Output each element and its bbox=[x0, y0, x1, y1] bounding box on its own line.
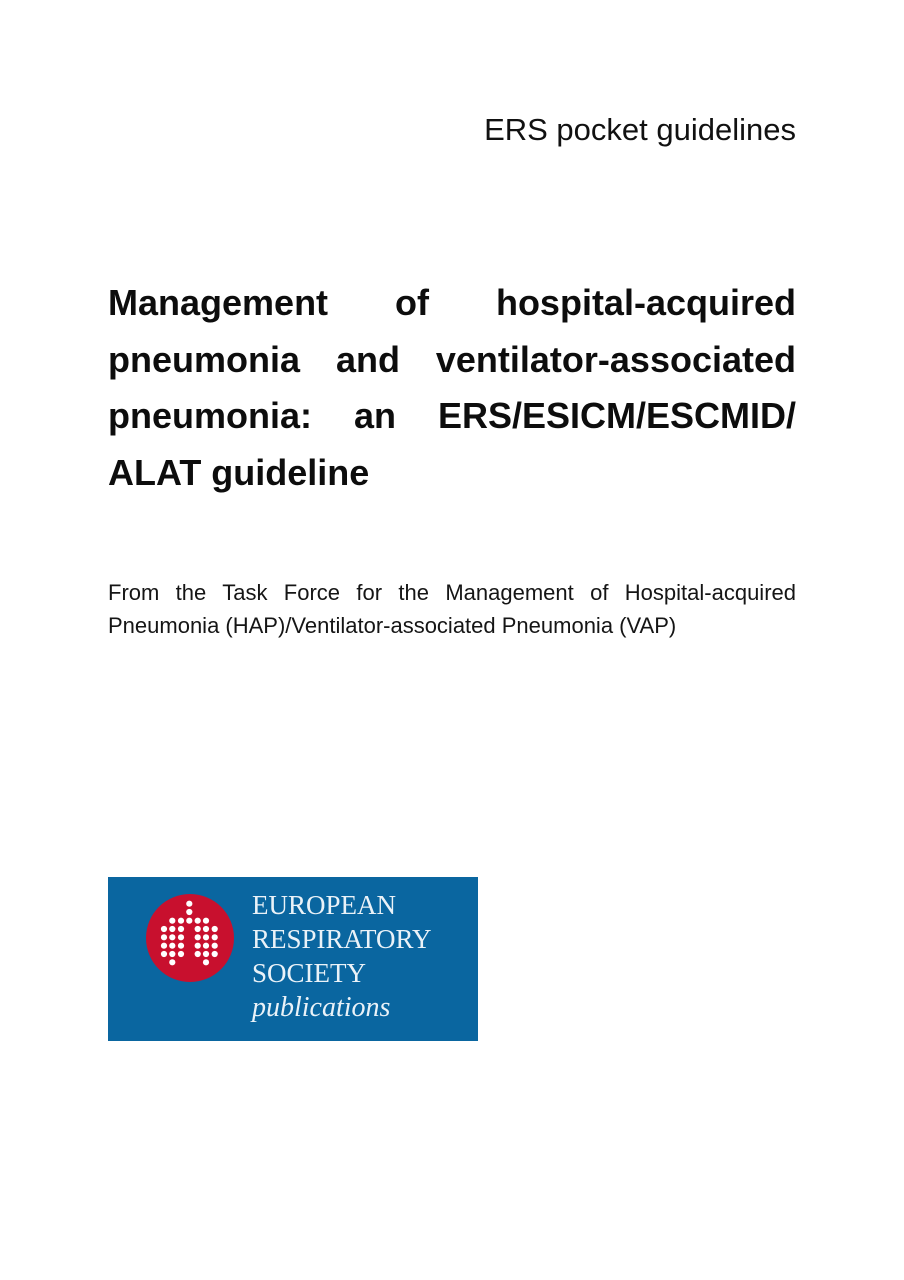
logo-dot bbox=[195, 951, 201, 957]
logo-dot bbox=[212, 926, 218, 932]
logo-dot bbox=[169, 934, 175, 940]
lungs-dot-icon bbox=[146, 894, 234, 982]
logo-dot bbox=[212, 951, 218, 957]
logo-circle bbox=[146, 894, 234, 982]
logo-dot bbox=[169, 959, 175, 965]
logo-dot bbox=[195, 943, 201, 949]
logo-dot bbox=[169, 926, 175, 932]
logo-dot bbox=[178, 934, 184, 940]
title-line: ALAT guideline bbox=[108, 451, 370, 493]
subtitle-line: From the Task Force for the Management of Hospital-acquired bbox=[108, 580, 796, 605]
logo-wordmark bbox=[252, 888, 432, 1026]
document-subtitle bbox=[108, 578, 796, 644]
logo-dot bbox=[203, 918, 209, 924]
logo-dot bbox=[212, 934, 218, 940]
logo-line-society: SOCIETY bbox=[252, 958, 366, 988]
logo-dot bbox=[203, 951, 209, 957]
logo-dot bbox=[203, 934, 209, 940]
series-label: ERS pocket guidelines bbox=[484, 112, 796, 147]
title-line: pneumonia and ventilator-associated bbox=[108, 338, 796, 380]
logo-dot bbox=[178, 951, 184, 957]
logo-dot bbox=[203, 926, 209, 932]
logo-dot bbox=[169, 918, 175, 924]
logo-dot bbox=[212, 943, 218, 949]
logo-dot bbox=[195, 934, 201, 940]
logo-dot bbox=[178, 926, 184, 932]
logo-dot bbox=[161, 926, 167, 932]
logo-dot bbox=[203, 943, 209, 949]
logo-dot bbox=[169, 951, 175, 957]
ers-publications-logo bbox=[108, 877, 478, 1041]
logo-dot bbox=[161, 951, 167, 957]
logo-dot bbox=[186, 909, 192, 915]
subtitle-line: Pneumonia (HAP)/Ventilator-associated Pneumonia (VAP) bbox=[108, 613, 677, 638]
logo-dot bbox=[195, 918, 201, 924]
logo-line-publications: publications bbox=[252, 992, 391, 1023]
logo-dot bbox=[203, 959, 209, 965]
logo-dot bbox=[195, 926, 201, 932]
logo-dot bbox=[178, 918, 184, 924]
logo-dot bbox=[186, 918, 192, 924]
logo-dot bbox=[169, 943, 175, 949]
logo-dot bbox=[161, 943, 167, 949]
logo-line-european: EUROPEAN bbox=[252, 890, 397, 920]
title-line: pneumonia: an ERS/ESICM/ESCMID/ bbox=[108, 395, 796, 436]
title-line: Management of hospital-acquired bbox=[108, 282, 796, 323]
logo-dot bbox=[186, 901, 192, 907]
document-title bbox=[108, 278, 796, 504]
logo-dot bbox=[178, 943, 184, 949]
logo-line-respiratory: RESPIRATORY bbox=[252, 924, 432, 954]
logo-dot bbox=[161, 934, 167, 940]
